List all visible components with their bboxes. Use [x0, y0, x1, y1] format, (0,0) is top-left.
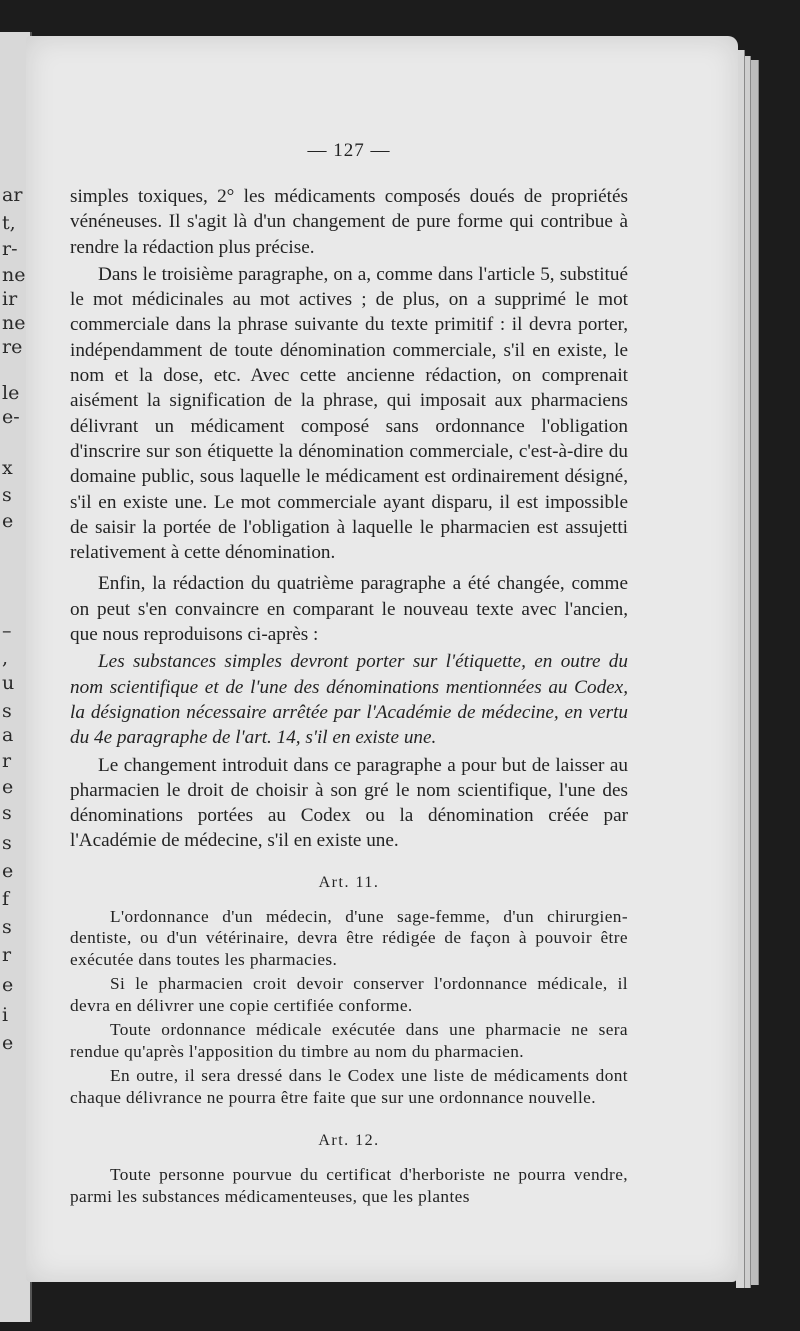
margin-fragment: e: [2, 860, 14, 882]
article-paragraph: L'ordonnance d'un médecin, d'une sage-femme, d'un chirurgien-dentiste, ou d'un vétérinaire, devra être rédigée de façon à pouvoir être exécutée dans toutes les pharmacies.: [70, 906, 628, 969]
margin-fragment: f: [2, 888, 10, 910]
margin-fragment: ne: [2, 264, 26, 286]
margin-fragment: i: [2, 1004, 9, 1026]
margin-fragment: ir: [2, 288, 18, 310]
page-content: [70, 140, 628, 1207]
margin-fragment: r: [2, 750, 12, 772]
margin-fragment: r-: [2, 238, 18, 260]
margin-fragment: e: [2, 974, 14, 996]
margin-fragment: e: [2, 1032, 14, 1054]
page-number: — 127 —: [307, 140, 391, 161]
margin-fragment: x: [2, 457, 13, 479]
margin-fragment: s: [2, 832, 12, 854]
margin-fragment: s: [2, 802, 12, 824]
body-paragraph: Dans le troisième paragraphe, on a, comme dans l'article 5, substitué le mot médicinales au mot actives ; de plus, on a supprimé le mot commerciale dans la phrase suivante du texte primitif : il devra porter, indépendamment de toute dénomination commerciale, s'il en existe, le nom et la dose, etc. Avec cette ancienne rédaction, on comprenait aisément la signification de la phrase, qui imposait aux pharmaciens délivrant un médicament composé sans ordonnance l'obligation d'inscrire sur son étiquette la dénomination commerciale, c'est-à-dire du domaine public, sous laquelle le médicament est ordinairement désigné, s'il en existe une. Le mot commerciale ayant disparu, il est impossible de saisir la portée de l'obligation à laquelle le pharmacien est assujetti relativement à cette dénomination.: [70, 263, 628, 564]
margin-fragment: –: [2, 620, 12, 642]
article-paragraph: Toute ordonnance médicale exécutée dans une pharmacie ne sera rendue qu'après l'apposition du timbre au nom du pharmacien.: [70, 1020, 628, 1061]
article-heading: Art. 11.: [318, 873, 380, 891]
margin-fragment: e-: [2, 406, 20, 428]
body-paragraph: Enfin, la rédaction du quatrième paragraphe a été changée, comme on peut s'en convaincre en comparant le nouveau texte avec l'ancien, que nous reproduisons ci-après :: [70, 573, 628, 646]
article-paragraph: En outre, il sera dressé dans le Codex une liste de médicaments dont chaque délivrance ne pourra être faite que sur une ordonnance nouvelle.: [70, 1066, 628, 1107]
margin-fragment: re: [2, 336, 23, 358]
article-paragraph: Si le pharmacien croit devoir conserver l'ordonnance médicale, il devra en délivrer une copie certifiée conforme.: [70, 974, 628, 1015]
margin-fragment: le: [2, 382, 20, 404]
article-paragraph: Toute personne pourvue du certificat d'herboriste ne pourra vendre, parmi les substances médicamenteuses, que les plantes: [70, 1165, 628, 1206]
margin-fragment: ,: [2, 647, 9, 669]
book-page: [26, 36, 738, 1282]
margin-fragment: u: [2, 672, 15, 694]
margin-fragment: t,: [2, 212, 16, 234]
margin-fragment: a: [2, 724, 14, 746]
margin-fragment: ne: [2, 312, 26, 334]
margin-fragment: e: [2, 510, 14, 532]
margin-fragment: e: [2, 776, 14, 798]
body-paragraph: Le changement introduit dans ce paragraphe a pour but de laisser au pharmacien le droit de choisir à son gré le nom scientifique, l'une des dénominations portées au Codex ou la dénomination créée par l'Académie de médecine, s'il en existe une.: [70, 754, 628, 852]
body-paragraph: simples toxiques, 2° les médicaments composés doués de propriétés vénéneuses. Il s'agit là d'un changement de pure forme qui contribue à rendre la rédaction plus précise.: [70, 186, 628, 258]
margin-fragment: s: [2, 484, 12, 506]
margin-fragment: s: [2, 916, 12, 938]
quoted-text: Les substances simples devront porter sur l'étiquette, en outre du nom scientifique et de l'une des dénominations mentionnées au Codex, la désignation nécessaire arrêtée par l'Académie de médecine, en vertu du 4e paragraphe de l'art. 14, s'il en existe une.: [70, 651, 628, 749]
margin-fragment: r: [2, 944, 12, 966]
margin-fragment: ar: [2, 184, 23, 206]
margin-fragment: s: [2, 700, 12, 722]
article-heading: Art. 12.: [318, 1132, 380, 1150]
